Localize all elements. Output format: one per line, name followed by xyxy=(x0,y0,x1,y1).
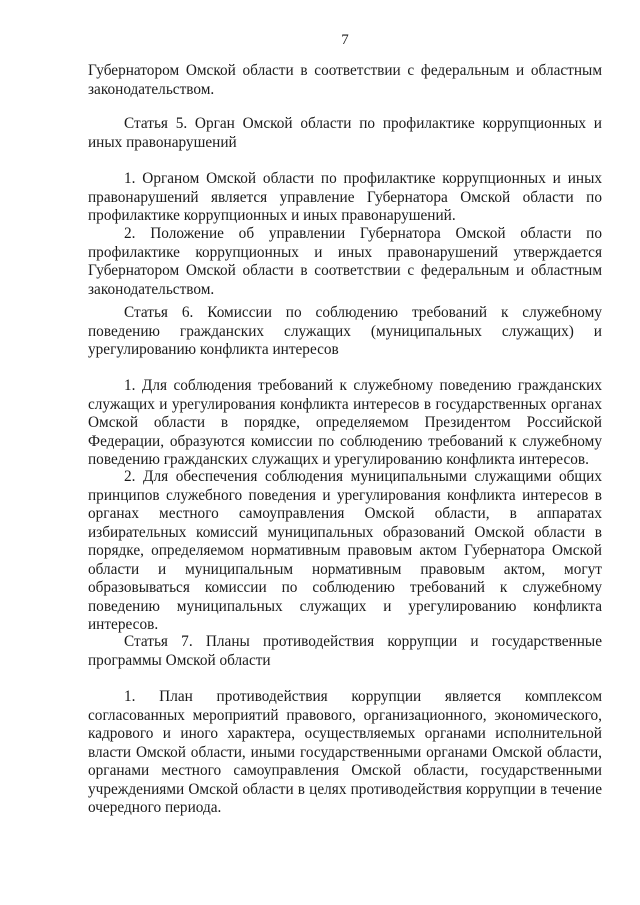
page-number: 7 xyxy=(341,32,349,48)
article-6-paragraph-1: 1. Для соблюдения требований к служебному поведению гражданских служащих и урегулирования конфликта интересов в государственных органах Омской области в порядке, определяемом Президентом Российской Федерации, образуются комиссии по соблюдению требований к служебному поведению гражданских служащих и урегулированию конфликта интересов. xyxy=(88,377,602,468)
article-6-paragraph-2: 2. Для обеспечения соблюдения муниципальными служащими общих принципов служебного поведения и урегулирования конфликта интересов в органах местного самоуправления Омской области, в аппаратах избирательных комиссий муниципальных образований Омской области в порядке, определяемом нормативным правовым актом Губернатора Омской области и муниципальным нормативным правовым актом, могут образовываться комиссии по соблюдению требований к служебному поведению муниципальных служащих и урегулированию конфликта интересов. xyxy=(88,468,602,633)
article-6-heading: Статья 6. Комиссии по соблюдению требований к служебному поведению гражданских служащих (муниципальных служащих) и урегулированию конфликта интересов xyxy=(88,304,602,358)
article-5-paragraph-2: 2. Положение об управлении Губернатора Омской области по профилактике коррупционных и иных правонарушений утверждается Губернатором Омской области в соответствии с федеральным и областным законодательством. xyxy=(88,225,602,298)
article-7-heading: Статья 7. Планы противодействия коррупции и государственные программы Омской области xyxy=(88,633,602,669)
continuation-paragraph: Губернатором Омской области в соответствии с федеральным и областным законодательством. xyxy=(88,62,602,98)
article-7-paragraph-1: 1. План противодействия коррупции является комплексом согласованных мероприятий правового, организационного, экономического, кадрового и иного характера, осуществляемых органами исполнительной власти Омской области, иными государственными органами Омской области, органами местного самоуправления Омской области, государственными учреждениями Омской области в целях противодействия коррупции в течение очередного периода. xyxy=(88,688,602,816)
article-5-paragraph-1: 1. Органом Омской области по профилактике коррупционных и иных правонарушений является управление Губернатора Омской области по профилактике коррупционных и иных правонарушений. xyxy=(88,170,602,224)
article-5-heading: Статья 5. Орган Омской области по профилактике коррупционных и иных правонарушений xyxy=(88,115,602,151)
